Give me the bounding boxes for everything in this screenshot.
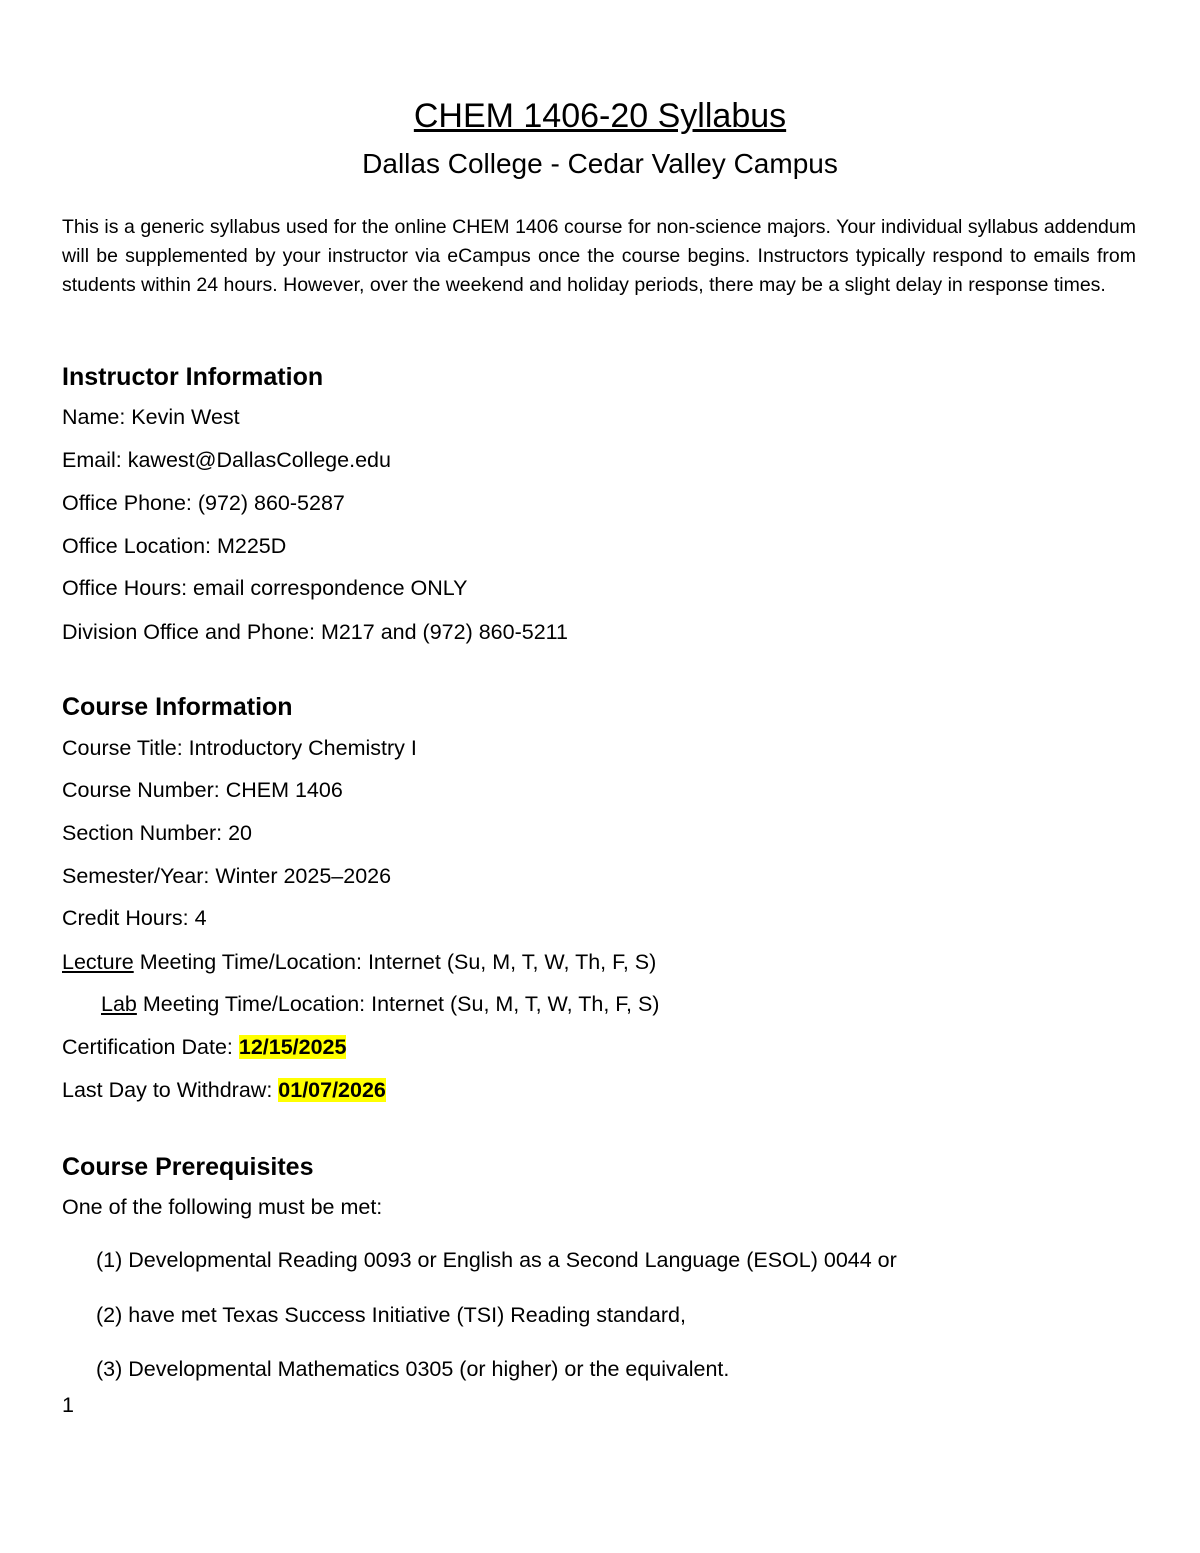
- prereq-item-2: (2) have met Texas Success Initiative (TSI) Reading standard,: [96, 1303, 686, 1327]
- lab-meeting: [101, 989, 659, 1019]
- withdraw-date-label: Last Day to Withdraw:: [62, 1078, 279, 1102]
- lab-meeting-text: Meeting Time/Location: Internet (Su, M, T, W, Th, F, S): [136, 992, 660, 1016]
- course-heading: Course Information: [62, 693, 293, 721]
- prereq-item-1: (1) Developmental Reading 0093 or English as a Second Language (ESOL) 0044 or: [96, 1248, 897, 1272]
- lecture-meeting-text: Meeting Time/Location: Internet (Su, M, T, W, Th, F, S): [133, 950, 657, 974]
- lab-label: Lab: [101, 992, 137, 1016]
- instructor-phone: Office Phone: (972) 860-5287: [62, 491, 345, 515]
- credit-hours: Credit Hours: 4: [62, 906, 207, 930]
- certification-date-label: Certification Date:: [62, 1035, 239, 1059]
- page-title: CHEM 1406-20 Syllabus: [413, 97, 787, 135]
- instructor-email: Email: kawest@DallasCollege.edu: [62, 448, 391, 472]
- intro-paragraph: This is a generic syllabus used for the online CHEM 1406 course for non-science majors. Your individual syllabus addendum will be supplemented by your instructor via eCampus once the course begins. Instructors typically respond to emails from students within 24 hours. However, over the weekend and holiday periods, there may be a slight delay in response times.: [62, 216, 1136, 296]
- instructor-office-location: Office Location: M225D: [62, 534, 287, 558]
- prereq-intro: One of the following must be met:: [62, 1195, 383, 1219]
- lecture-label: Lecture: [62, 950, 134, 974]
- withdraw-date: [62, 1075, 386, 1105]
- instructor-office-hours: Office Hours: email correspondence ONLY: [62, 576, 468, 600]
- lecture-meeting: [62, 947, 656, 977]
- section-number: Section Number: 20: [62, 821, 253, 845]
- instructor-name: Name: Kevin West: [62, 405, 240, 429]
- semester-year: Semester/Year: Winter 2025–2026: [62, 864, 392, 888]
- page-subtitle: Dallas College - Cedar Valley Campus: [362, 148, 838, 179]
- course-number: Course Number: CHEM 1406: [62, 778, 343, 802]
- certification-date-value: 12/15/2025: [238, 1035, 347, 1059]
- page-number: 1: [62, 1393, 74, 1417]
- instructor-heading: Instructor Information: [62, 363, 324, 391]
- prereq-item-3: (3) Developmental Mathematics 0305 (or higher) or the equivalent.: [96, 1357, 730, 1381]
- certification-date: [62, 1032, 346, 1062]
- division-office: Division Office and Phone: M217 and (972) 860-5211: [62, 620, 568, 644]
- course-title: Course Title: Introductory Chemistry I: [62, 736, 417, 760]
- withdraw-date-value: 01/07/2026: [278, 1078, 386, 1102]
- prereq-heading: Course Prerequisites: [62, 1153, 314, 1181]
